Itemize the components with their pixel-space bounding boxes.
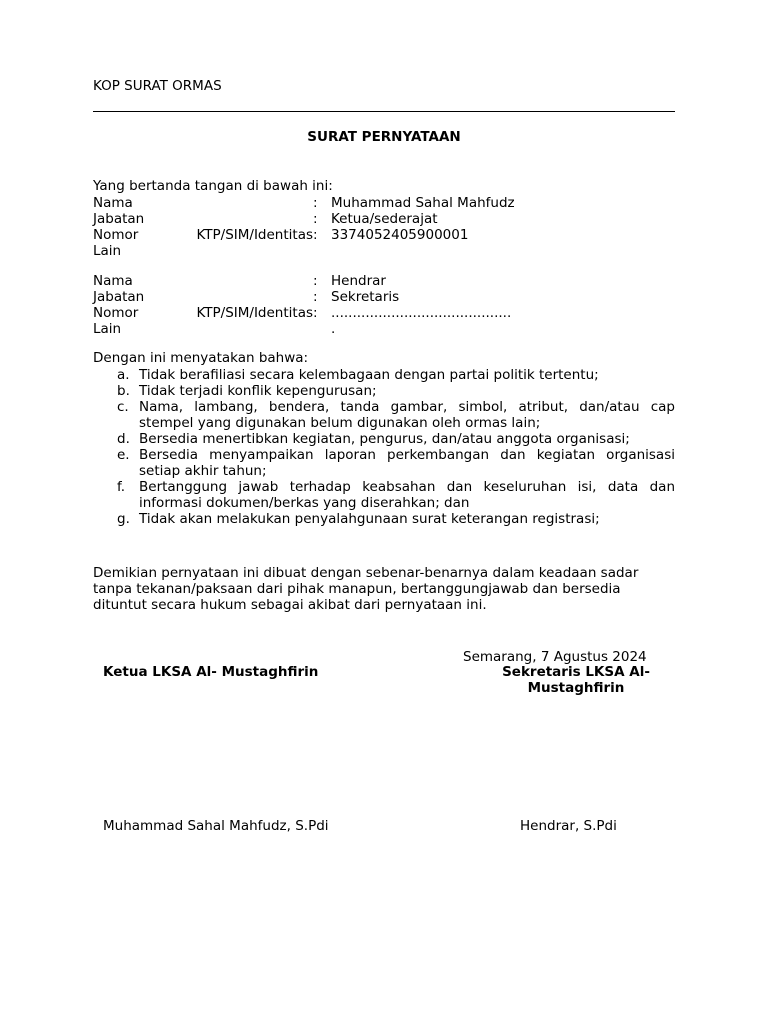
list-letter — [93, 367, 139, 383]
name-value: Hendrar — [331, 273, 386, 289]
colon: : — [313, 289, 318, 305]
list-item — [93, 367, 675, 383]
colon: : — [313, 273, 318, 289]
colon: : — [313, 195, 318, 211]
closing-paragraph: Demikian pernyataan ini dibuat dengan sebenar-benarnya dalam keadaan sadar tanpa tekanan/paksaan dari pihak manapun, bertanggungjawab dan bersedia dituntut secara hukum sebagai akibat dari pernyataan ini. — [93, 565, 639, 613]
id-number-dots: . — [331, 321, 336, 337]
identity-row-id-number — [93, 305, 675, 337]
place-date: Semarang, 7 Agustus 2024 — [463, 649, 647, 665]
id-label-part: Nomor — [93, 227, 139, 243]
list-item-text: Bersedia menertibkan kegiatan, pengurus, dan/atau anggota organisasi; — [139, 431, 630, 447]
list-letter-text: f. — [117, 479, 126, 495]
statement-list — [93, 367, 675, 527]
list-item — [93, 511, 675, 527]
id-label-part: Lain — [93, 321, 122, 337]
list-letter — [93, 383, 139, 399]
id-number-value — [331, 305, 675, 337]
list-letter — [93, 447, 139, 479]
signatory-right-title: Sekretaris LKSA Al- Mustaghfirin — [502, 664, 650, 696]
signatory-left-title: Ketua LKSA Al- Mustaghfirin — [103, 664, 319, 680]
list-item — [93, 479, 675, 511]
id-label-part: KTP/SIM/Identitas — [196, 227, 313, 243]
identity-row-id-number — [93, 227, 675, 259]
colon: : — [313, 305, 318, 321]
id-number-label — [93, 227, 313, 259]
name-label: Nama — [93, 273, 133, 289]
id-number-dots: .......................................... — [331, 305, 512, 321]
list-item — [93, 399, 675, 431]
identity-block-1 — [93, 195, 675, 259]
list-item — [93, 383, 675, 399]
identity-block-2 — [93, 273, 675, 337]
list-item-text: Nama, lambang, bendera, tanda gambar, simbol, atribut, dan/atau cap stempel yang digunakan belum digunakan oleh ormas lain; — [139, 399, 675, 431]
list-letter-text: a. — [117, 367, 130, 383]
list-letter-text: e. — [117, 447, 130, 463]
list-letter-text: d. — [117, 431, 130, 447]
list-item-text: Tidak akan melakukan penyalahgunaan surat keterangan registrasi; — [139, 511, 600, 527]
identity-row-position — [93, 289, 675, 305]
letterhead-text: KOP SURAT ORMAS — [93, 78, 222, 94]
list-letter — [93, 399, 139, 431]
colon: : — [313, 227, 318, 243]
colon: : — [313, 211, 318, 227]
signatory-left-name: Muhammad Sahal Mahfudz, S.Pdi — [103, 818, 329, 834]
position-value: Ketua/sederajat — [331, 211, 438, 227]
identity-row-position — [93, 211, 675, 227]
id-number-label — [93, 305, 313, 337]
id-number-value: 3374052405900001 — [331, 227, 469, 243]
id-label-part: KTP/SIM/Identitas — [196, 305, 313, 321]
list-item-text: Bersedia menyampaikan laporan perkembangan dan kegiatan organisasi setiap akhir tahun; — [139, 447, 675, 479]
list-letter-text: c. — [117, 399, 129, 415]
id-label-part: Nomor — [93, 305, 139, 321]
position-label: Jabatan — [93, 289, 145, 305]
position-label: Jabatan — [93, 211, 145, 227]
list-item-text: Tidak berafiliasi secara kelembagaan dengan partai politik tertentu; — [139, 367, 599, 383]
list-letter — [93, 479, 139, 511]
list-letter-text: g. — [117, 511, 130, 527]
signatory-right-name: Hendrar, S.Pdi — [520, 818, 617, 834]
identity-row-name — [93, 195, 675, 211]
list-item-text: Bertanggung jawab terhadap keabsahan dan keseluruhan isi, data dan informasi dokumen/berkas yang diserahkan; dan — [139, 479, 675, 511]
list-letter — [93, 431, 139, 447]
id-label-part: Lain — [93, 243, 122, 259]
identity-row-name — [93, 273, 675, 289]
name-value: Muhammad Sahal Mahfudz — [331, 195, 515, 211]
letterhead-divider — [93, 111, 675, 112]
list-item — [93, 431, 675, 447]
intro-text: Yang bertanda tangan di bawah ini: — [93, 178, 333, 194]
document-title: SURAT PERNYATAAN — [307, 129, 461, 145]
list-letter-text: b. — [117, 383, 130, 399]
name-label: Nama — [93, 195, 133, 211]
list-letter — [93, 511, 139, 527]
position-value: Sekretaris — [331, 289, 400, 305]
list-item-text: Tidak terjadi konflik kepengurusan; — [139, 383, 377, 399]
list-item — [93, 447, 675, 479]
statement-intro: Dengan ini menyatakan bahwa: — [93, 350, 309, 366]
